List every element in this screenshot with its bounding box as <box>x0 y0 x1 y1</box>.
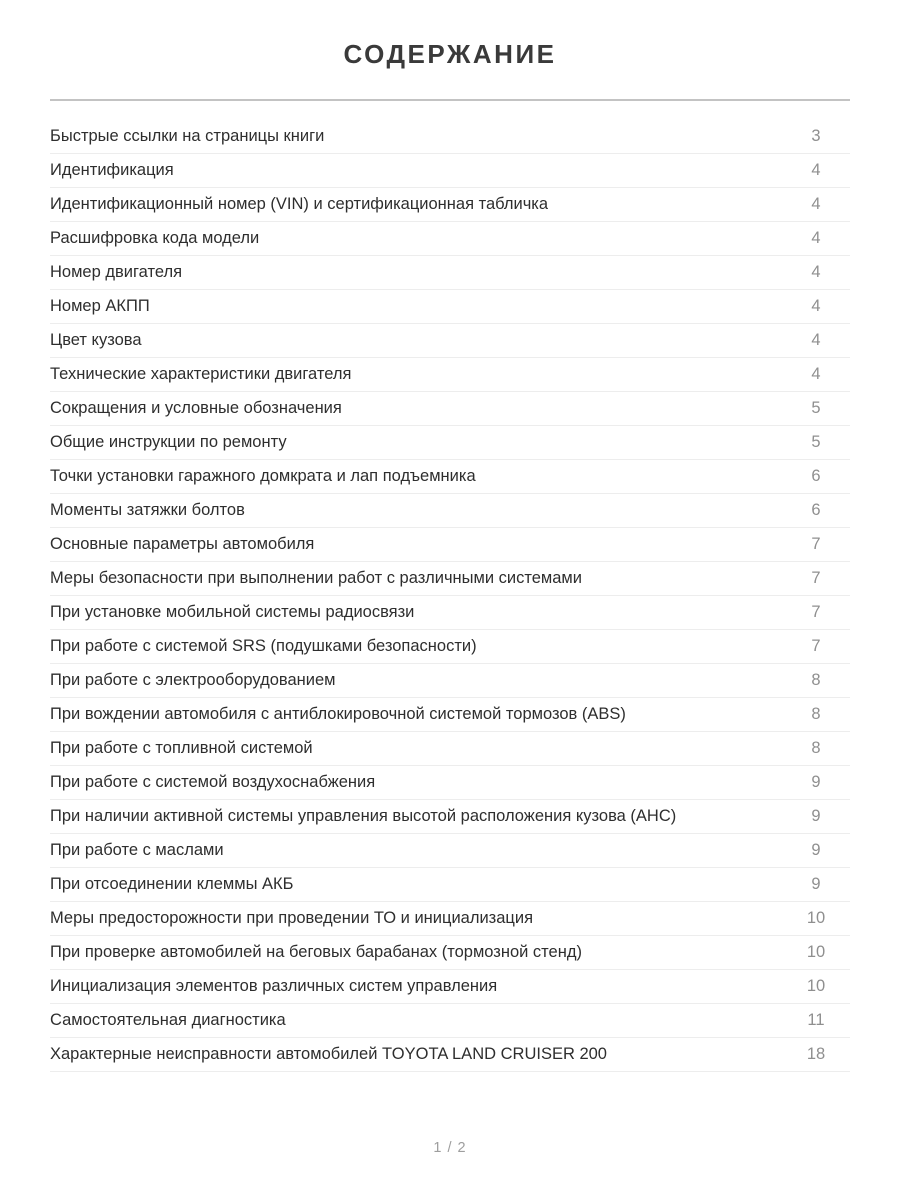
toc-entry-label: При установке мобильной системы радиосвязи <box>50 603 415 621</box>
page-indicator: 1 / 2 <box>433 1140 467 1156</box>
toc-entry-page: 4 <box>811 263 821 281</box>
toc-row <box>50 664 850 698</box>
toc-entry-page: 10 <box>806 943 826 961</box>
toc-entry-page: 7 <box>811 603 821 621</box>
toc-entry-page: 10 <box>806 909 826 927</box>
toc-entry-page: 6 <box>811 467 821 485</box>
toc-row <box>50 324 850 358</box>
toc-row <box>50 936 850 970</box>
toc-row <box>50 392 850 426</box>
toc-row <box>50 562 850 596</box>
toc-entry-label: Идентификационный номер (VIN) и сертификационная табличка <box>50 195 549 213</box>
toc-entry-label: При работе с системой воздухоснабжения <box>50 773 376 791</box>
toc-entry-label: Быстрые ссылки на страницы книги <box>50 127 325 145</box>
toc-entry-page: 9 <box>811 875 821 893</box>
toc-row <box>50 732 850 766</box>
toc-entry-label: Инициализация элементов различных систем управления <box>50 977 498 995</box>
toc-entry-label: При отсоединении клеммы АКБ <box>50 875 294 893</box>
toc-row <box>50 970 850 1004</box>
page-title: СОДЕРЖАНИЕ <box>343 39 557 69</box>
toc-row <box>50 460 850 494</box>
toc-entry-page: 11 <box>807 1011 825 1029</box>
toc-entry-label: Моменты затяжки болтов <box>50 501 245 519</box>
toc-entry-label: Меры предосторожности при проведении ТО и инициализация <box>50 909 534 927</box>
toc-entry-label: Идентификация <box>50 161 174 179</box>
toc-entry-page: 4 <box>811 297 821 315</box>
toc-row <box>50 188 850 222</box>
toc-entry-label: Точки установки гаражного домкрата и лап подъемника <box>50 467 476 485</box>
toc-row <box>50 290 850 324</box>
toc-entry-page: 7 <box>811 569 821 587</box>
toc-entry-page: 8 <box>811 671 821 689</box>
toc-row <box>50 902 850 936</box>
toc-entry-page: 8 <box>811 705 821 723</box>
toc-entry-label: Самостоятельная диагностика <box>50 1011 286 1029</box>
toc-entry-page: 4 <box>811 331 821 349</box>
toc-row <box>50 1038 850 1072</box>
toc-entry-page: 4 <box>811 365 821 383</box>
toc-row <box>50 766 850 800</box>
toc-entry-label: Меры безопасности при выполнении работ с различными системами <box>50 569 582 587</box>
toc-row <box>50 834 850 868</box>
toc-entry-page: 10 <box>806 977 826 995</box>
toc-entry-label: При работе с системой SRS (подушками безопасности) <box>50 637 477 655</box>
toc-entry-label: Общие инструкции по ремонту <box>50 433 287 451</box>
toc-row <box>50 222 850 256</box>
toc-entry-page: 9 <box>811 807 821 825</box>
toc-row <box>50 596 850 630</box>
toc-entry-page: 7 <box>811 637 821 655</box>
toc-entry-page: 6 <box>811 501 821 519</box>
toc-row <box>50 1004 850 1038</box>
toc-row <box>50 494 850 528</box>
toc-entry-page: 18 <box>806 1045 826 1063</box>
toc-entry-label: Расшифровка кода модели <box>50 229 260 247</box>
toc-entry-label: При работе с топливной системой <box>50 739 313 757</box>
toc-entry-page: 3 <box>811 127 821 145</box>
toc-entry-label: При вождении автомобиля с антиблокировочной системой тормозов (ABS) <box>50 705 626 723</box>
toc-row <box>50 358 850 392</box>
toc-entry-label: Сокращения и условные обозначения <box>50 399 342 417</box>
toc-entry-label: Номер двигателя <box>50 263 183 281</box>
toc-entry-page: 9 <box>811 841 821 859</box>
toc-row <box>50 120 850 154</box>
toc-entry-label: Технические характеристики двигателя <box>50 365 352 383</box>
toc-entry-label: При работе с маслами <box>50 841 224 859</box>
toc-entry-page: 9 <box>811 773 821 791</box>
toc-entry-page: 4 <box>811 195 821 213</box>
toc-list <box>50 120 850 1072</box>
toc-row <box>50 154 850 188</box>
toc-row <box>50 800 850 834</box>
toc-entry-label: Цвет кузова <box>50 331 142 349</box>
toc-row <box>50 868 850 902</box>
toc-row <box>50 426 850 460</box>
toc-entry-label: При наличии активной системы управления высотой расположения кузова (AHC) <box>50 807 677 825</box>
toc-entry-label: При работе с электрооборудованием <box>50 671 336 689</box>
toc-entry-page: 5 <box>811 433 821 451</box>
toc-entry-label: Номер АКПП <box>50 297 150 315</box>
toc-row <box>50 256 850 290</box>
toc-entry-page: 8 <box>811 739 821 757</box>
header-divider <box>50 99 850 101</box>
toc-entry-label: Основные параметры автомобиля <box>50 535 315 553</box>
toc-row <box>50 630 850 664</box>
toc-row <box>50 528 850 562</box>
toc-entry-page: 4 <box>811 229 821 247</box>
toc-entry-label: При проверке автомобилей на беговых барабанах (тормозной стенд) <box>50 943 582 961</box>
toc-entry-page: 4 <box>811 161 821 179</box>
toc-row <box>50 698 850 732</box>
toc-entry-label: Характерные неисправности автомобилей TOYOTA LAND CRUISER 200 <box>50 1045 607 1063</box>
toc-entry-page: 7 <box>811 535 821 553</box>
toc-entry-page: 5 <box>811 399 821 417</box>
